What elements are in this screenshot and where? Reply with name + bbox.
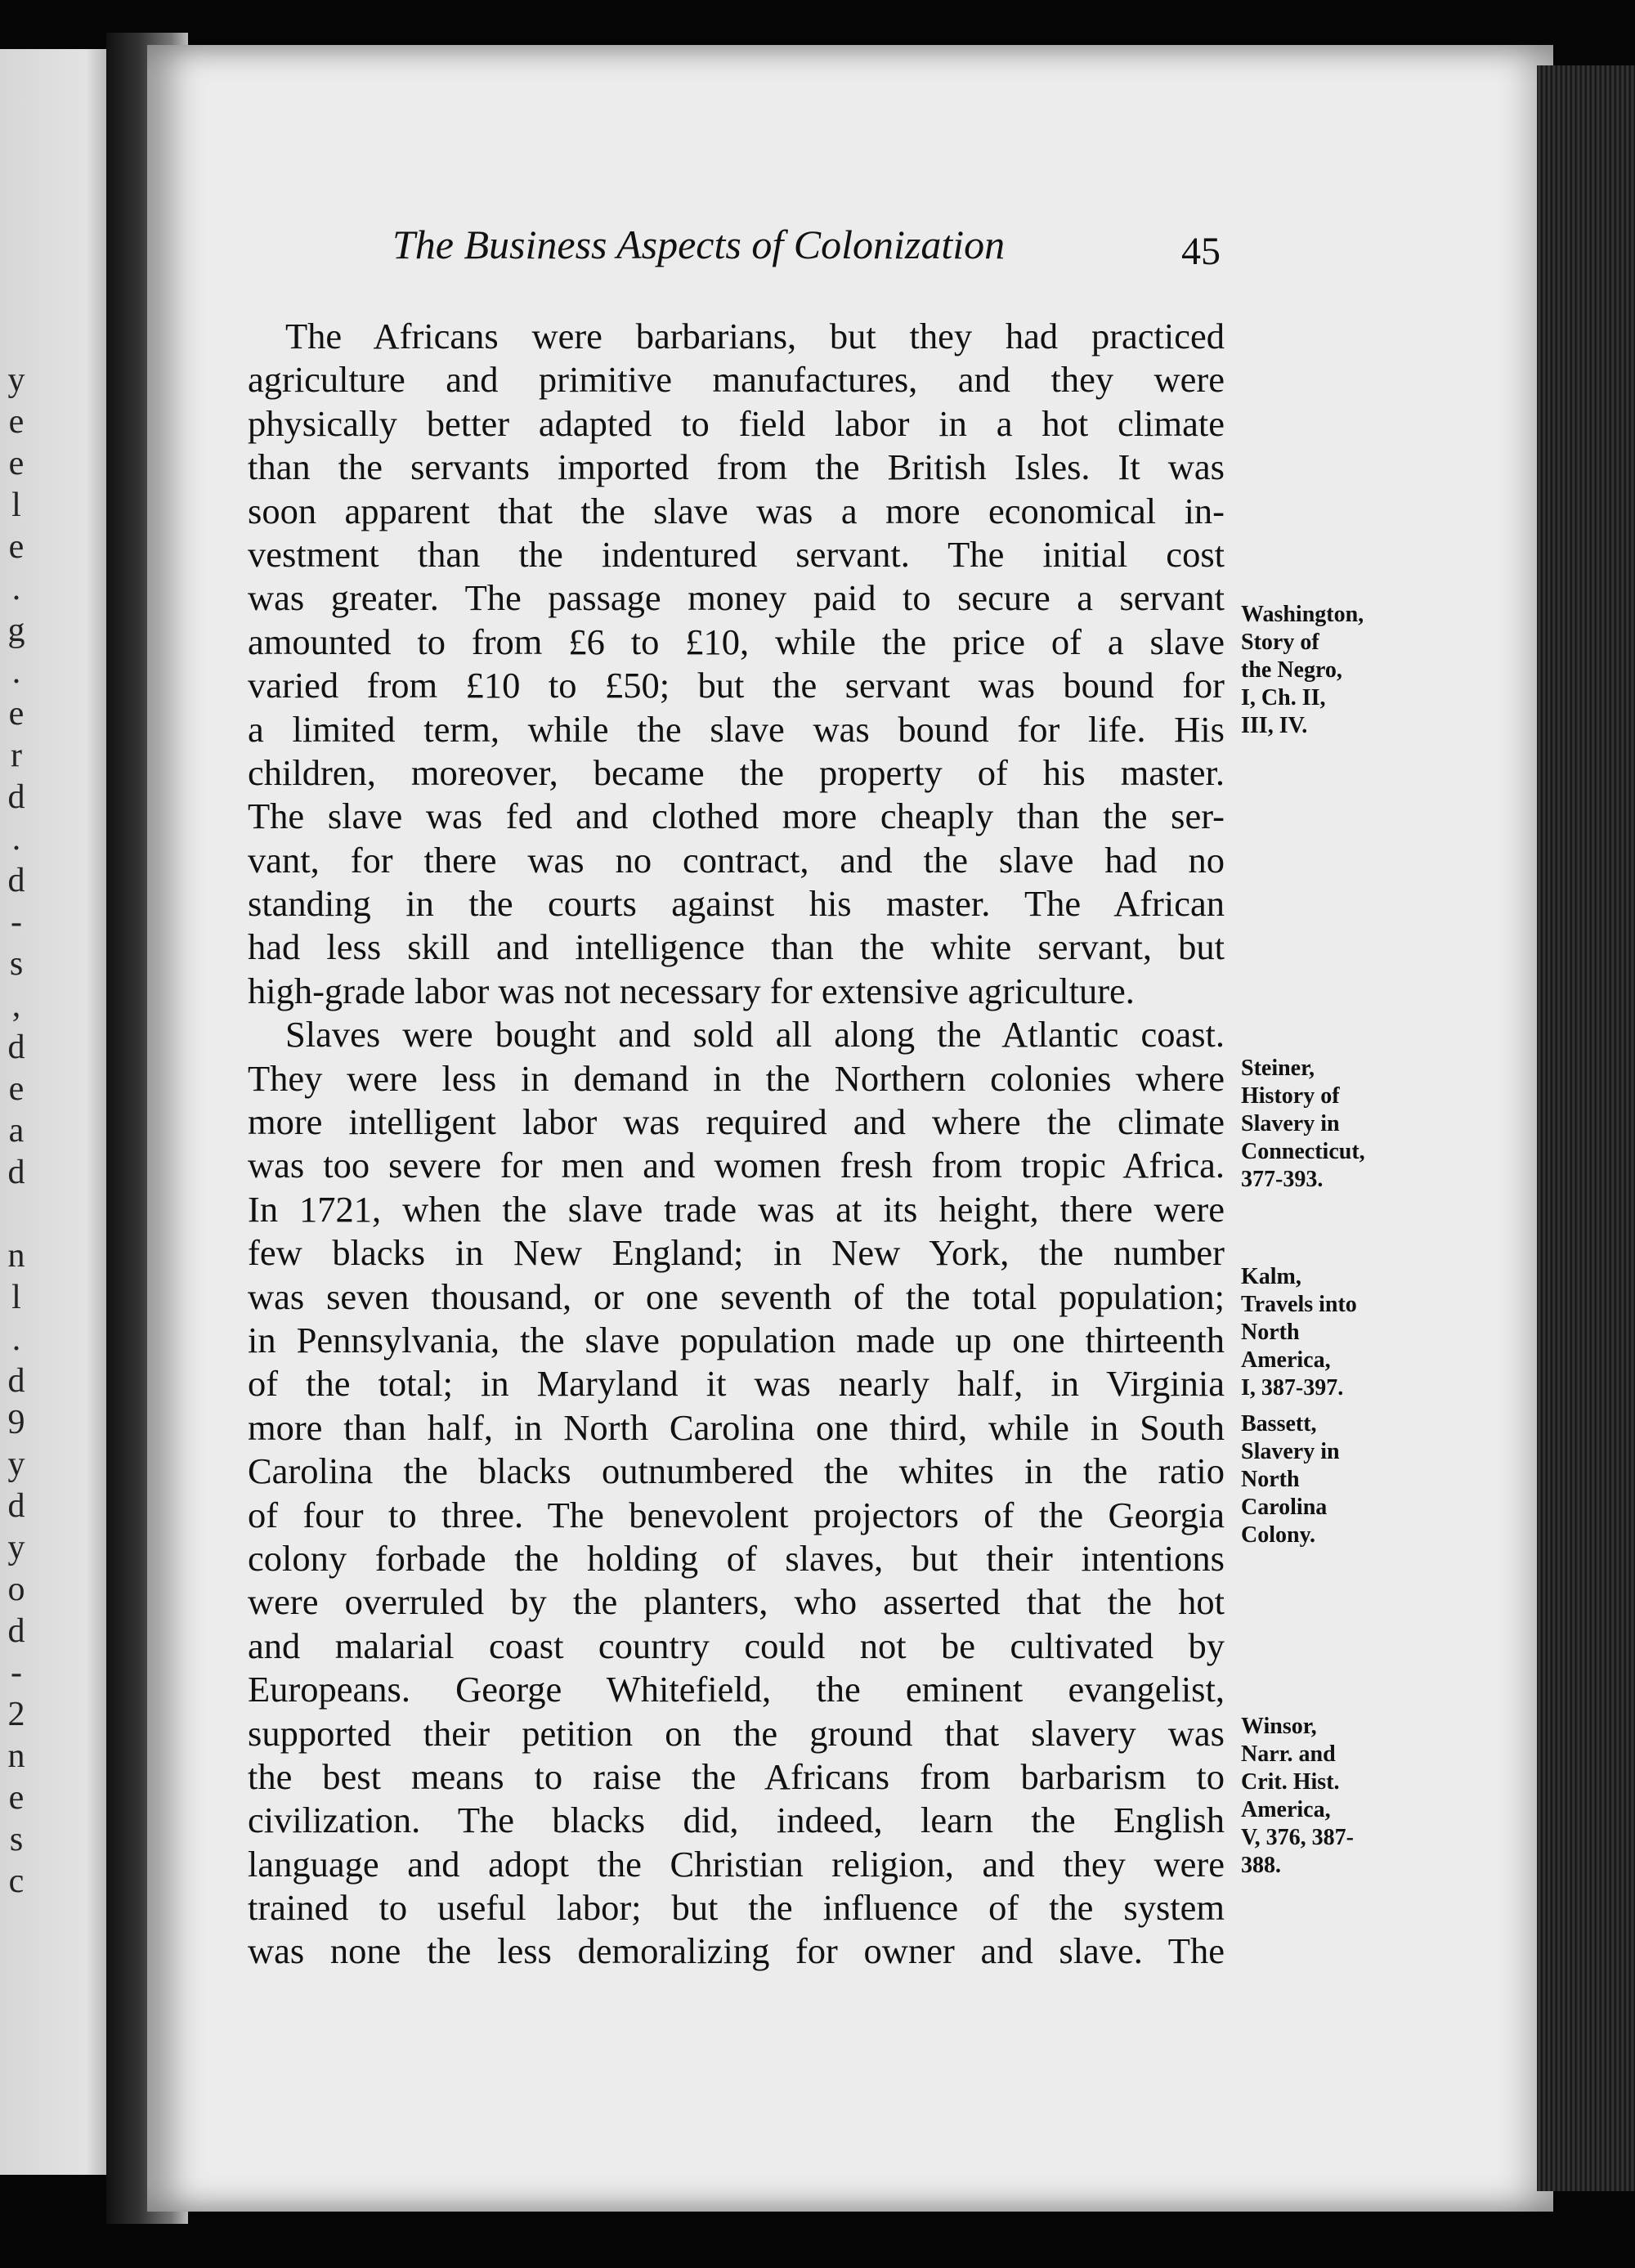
text-line: of four to three. The benevolent projectors of the Georgia: [248, 1494, 1225, 1535]
side-note-line: Kalm,: [1241, 1264, 1301, 1289]
side-note-line: Carolina: [1241, 1495, 1328, 1520]
left-page-fragment: l: [11, 1279, 21, 1316]
side-note-line: Story of: [1241, 630, 1319, 655]
left-page-fragment: s: [9, 1821, 24, 1858]
text-line: high-grade labor was not necessary for extensive agriculture.: [248, 970, 1135, 1011]
text-line: amounted to from £6 to £10, while the price of a slave: [248, 621, 1225, 662]
left-page-fragment: c: [8, 1862, 25, 1900]
side-note-line: Travels into: [1241, 1292, 1357, 1317]
left-page-fragment: g: [7, 612, 25, 649]
text-line: Slaves were bought and sold all along the Atlantic coast.: [285, 1014, 1225, 1056]
text-line: were overruled by the planters, who asserted that the hot: [248, 1581, 1225, 1623]
side-note-line: North: [1241, 1467, 1300, 1492]
side-note-line: Steiner,: [1241, 1056, 1315, 1081]
left-page-fragment: e: [8, 445, 25, 482]
text-line: Europeans. George Whitefield, the eminent evangelist,: [248, 1669, 1225, 1710]
side-note-line: the Negro,: [1241, 657, 1342, 683]
text-line: children, moreover, became the property of his master.: [248, 751, 1225, 793]
left-page-fragments: [0, 360, 33, 1903]
side-note-line: Washington,: [1241, 602, 1364, 627]
side-note-line: Crit. Hist.: [1241, 1769, 1340, 1795]
side-note-washington: [1241, 601, 1437, 740]
text-line: agriculture and primitive manufactures, and they were: [248, 359, 1225, 401]
left-page-fragment: 9: [7, 1404, 25, 1441]
left-page-fragment: -: [11, 1654, 22, 1692]
text-line: vant, for there was no contract, and the slave had no: [248, 839, 1225, 881]
side-note-line: America,: [1241, 1347, 1331, 1373]
text-line: standing in the courts against his master. The African: [248, 883, 1225, 925]
left-page-fragment: y: [7, 1446, 25, 1483]
text-line: in Pennsylvania, the slave population made up one thirteenth: [248, 1319, 1225, 1360]
text-line: and malarial coast country could not be cultivated by: [248, 1625, 1225, 1666]
left-page-fragment: n: [7, 1237, 25, 1275]
left-page-fragment: r: [11, 737, 22, 774]
side-note-line: 388.: [1241, 1853, 1281, 1878]
left-page-fragment: d: [7, 1029, 25, 1066]
left-page-fragment: -: [11, 903, 22, 941]
text-line: In 1721, when the slave trade was at its height, there were: [248, 1188, 1225, 1230]
side-note-line: V, 376, 387-: [1241, 1825, 1354, 1850]
left-page-fragment: l: [11, 486, 21, 524]
text-line: of the total; in Maryland it was nearly half, in Virginia: [248, 1363, 1225, 1405]
side-note-line: North: [1241, 1320, 1300, 1345]
side-note-line: 377-393.: [1241, 1167, 1324, 1192]
text-line: supported their petition on the ground that slavery was: [248, 1712, 1225, 1754]
left-page-fragment: .: [11, 653, 21, 691]
text-line: The slave was fed and clothed more cheaply than the ser-: [248, 796, 1225, 837]
left-facing-page: [0, 49, 123, 2175]
side-note-line: Slavery in: [1241, 1439, 1340, 1464]
text-line: was seven thousand, or one seventh of the total population;: [248, 1275, 1225, 1317]
left-page-fragment: .: [11, 1320, 21, 1358]
side-note-line: Colony.: [1241, 1522, 1316, 1548]
left-page-fragment: e: [8, 403, 25, 441]
text-line: vestment than the indentured servant. The initial cost: [248, 533, 1225, 575]
left-page-fragment: y: [7, 361, 25, 399]
side-note-line: History of: [1241, 1083, 1340, 1109]
left-page-fragment: [0, 1194, 33, 1235]
text-line: trained to useful labor; but the influence of the system: [248, 1887, 1225, 1929]
side-note-line: Bassett,: [1241, 1411, 1317, 1437]
page-number: 45: [1181, 230, 1221, 273]
body-text: [248, 315, 1225, 1974]
left-page-fragment: 2: [7, 1696, 25, 1733]
side-note-steiner: [1241, 1055, 1437, 1194]
left-page-fragment: ,: [11, 987, 21, 1024]
left-page-fragment: e: [8, 1070, 25, 1108]
left-page-fragment: a: [8, 1112, 25, 1150]
left-page-fragment: d: [7, 1362, 25, 1400]
text-line: physically better adapted to field labor in a hot climate: [248, 402, 1225, 444]
left-page-fragment: n: [7, 1737, 25, 1775]
left-page-fragment: .: [11, 570, 21, 607]
page-edges: [1537, 65, 1635, 2191]
left-page-fragment: d: [7, 1487, 25, 1525]
left-page-fragment: .: [11, 820, 21, 858]
text-line: language and adopt the Christian religion, and they were: [248, 1843, 1225, 1885]
side-note-line: III, IV.: [1241, 713, 1308, 738]
text-line: The Africans were barbarians, but they had practiced: [285, 316, 1225, 356]
text-line: Carolina the blacks outnumbered the whites in the ratio: [248, 1450, 1225, 1492]
left-page-fragment: e: [8, 695, 25, 733]
left-page-fragment: d: [7, 778, 25, 816]
left-page-fragment: d: [7, 1154, 25, 1191]
side-note-bassett: [1241, 1410, 1437, 1549]
left-page-fragment: o: [7, 1571, 25, 1608]
side-note-line: Slavery in: [1241, 1111, 1340, 1136]
text-line: a limited term, while the slave was bound for life. His: [248, 708, 1225, 750]
left-page-fragment: d: [7, 862, 25, 899]
text-line: was too severe for men and women fresh from tropic Africa.: [248, 1145, 1225, 1186]
text-line: more intelligent labor was required and where the climate: [248, 1101, 1225, 1143]
side-note-winsor: [1241, 1713, 1437, 1880]
text-line: more than half, in North Carolina one third, while in South: [248, 1406, 1225, 1448]
text-line: varied from £10 to £50; but the servant was bound for: [248, 665, 1225, 706]
side-note-line: I, Ch. II,: [1241, 685, 1326, 710]
text-line: few blacks in New England; in New York, the number: [248, 1232, 1225, 1274]
side-note-line: America,: [1241, 1797, 1331, 1822]
text-line: civilization. The blacks did, indeed, learn the English: [248, 1800, 1225, 1841]
running-title: The Business Aspects of Colonization: [392, 222, 1006, 267]
side-note-line: Connecticut,: [1241, 1139, 1365, 1164]
side-note-line: Winsor,: [1241, 1714, 1317, 1739]
text-line: They were less in demand in the Northern colonies where: [248, 1057, 1225, 1099]
left-page-fragment: e: [8, 528, 25, 566]
text-line: was none the less demoralizing for owner and slave. The: [248, 1930, 1225, 1972]
text-line: than the servants imported from the British Isles. It was: [248, 446, 1225, 488]
side-note-line: Narr. and: [1241, 1741, 1336, 1767]
left-page-fragment: e: [8, 1779, 25, 1817]
side-note-line: I, 387-397.: [1241, 1375, 1344, 1401]
left-page-fragment: y: [7, 1529, 25, 1567]
left-page-fragment: s: [9, 945, 24, 983]
text-line: was greater. The passage money paid to secure a servant: [248, 577, 1225, 619]
text-line: the best means to raise the Africans from barbarism to: [248, 1755, 1225, 1797]
text-line: had less skill and intelligence than the white servant, but: [248, 926, 1225, 968]
text-line: colony forbade the holding of slaves, but their intentions: [248, 1537, 1225, 1579]
text-line: soon apparent that the slave was a more economical in-: [248, 490, 1225, 531]
side-note-kalm: [1241, 1263, 1437, 1402]
left-page-fragment: d: [7, 1612, 25, 1650]
